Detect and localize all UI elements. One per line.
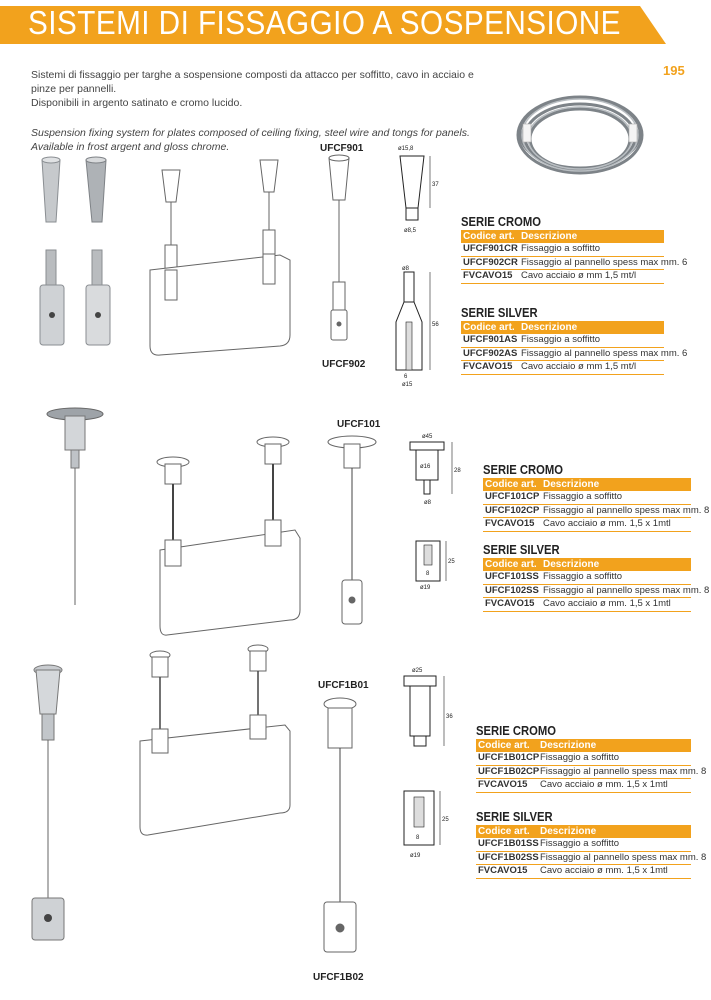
s1-dimension-drawing-top [388, 140, 448, 240]
table-row: UFCF1B01CP Fissaggio a soffitto [476, 752, 691, 766]
table-row: FVCAVO15 Cavo acciaio ø mm 1,5 mt/l [461, 270, 664, 284]
intro-it-line2: Disponibili in argento satinato e cromo lucido. [31, 97, 243, 109]
s3-series-silver [476, 810, 707, 879]
intro-en-line1: Suspension fixing system for plates composed of ceiling fixing, steel wire and tongs for panels. [31, 127, 470, 139]
s1-dimension-drawing-bottom [390, 262, 450, 392]
steel-cable-coil-image [505, 80, 655, 190]
s3-product-drawing [308, 692, 368, 962]
table-row: UFCF902AS Fissaggio al pannello spess max mm. 6 [461, 348, 664, 362]
s1-series-silver [461, 306, 688, 375]
s2-series-silver [483, 543, 710, 612]
s1-label-top: UFCF901 [320, 143, 364, 154]
s3-installation-drawing [130, 645, 300, 845]
table-header: Codice art. Descrizione [461, 321, 664, 334]
table-row: UFCF101SS Fissaggio a soffitto [483, 571, 691, 585]
s1-product-photos [30, 150, 140, 350]
s1-label-bottom: UFCF902 [322, 359, 366, 370]
s1-dim-b-h: 56 [432, 322, 439, 328]
table-row: FVCAVO15 Cavo acciaio ø mm. 1,5 x 1mtl [476, 865, 691, 879]
s1-product-drawing [323, 152, 363, 362]
s3-label-bottom: UFCF1B02 [313, 972, 364, 983]
s2-dim-d3: ø8 [424, 500, 432, 506]
series-title: SERIE SILVER [476, 810, 553, 824]
s2-product-drawing [322, 430, 382, 630]
table-row: FVCAVO15 Cavo acciaio ø mm 1,5 mt/l [461, 361, 664, 375]
s3-dim-h: 36 [446, 714, 453, 720]
s2-dimension-drawing-bottom [408, 535, 458, 595]
s3-label-top: UFCF1B01 [318, 680, 369, 691]
s3-dimension-drawing-bottom [398, 785, 458, 865]
s3-dim-b-w: 8 [416, 835, 420, 841]
s2-series-cromo [483, 463, 710, 532]
table-header: Codice art. Descrizione [476, 739, 691, 752]
s2-dim-b-w: 8 [426, 571, 430, 577]
table-row: FVCAVO15 Cavo acciaio ø mm. 1,5 x 1mtl [483, 598, 691, 612]
table-row: UFCF1B02SS Fissaggio al pannello spess max mm. 8 [476, 852, 691, 866]
s3-dim-b-h: 25 [442, 817, 449, 823]
s2-dim-b-h: 25 [448, 559, 455, 565]
s1-clamp-photo-2 [86, 250, 110, 345]
table-row: FVCAVO15 Cavo acciaio ø mm. 1,5 x 1mtl [483, 518, 691, 532]
s2-installation-drawing [145, 430, 315, 640]
table-row: UFCF901CR Fissaggio a soffitto [461, 243, 664, 257]
series-title: SERIE CROMO [483, 463, 564, 477]
s2-dim-h: 28 [454, 468, 461, 474]
s1-dim-b-d2: 6 [404, 374, 408, 380]
series-title: SERIE CROMO [461, 215, 542, 229]
table-header: Codice art. Descrizione [483, 478, 691, 491]
table-row: UFCF901AS Fissaggio a soffitto [461, 334, 664, 348]
s3-dimension-drawing-top [398, 660, 458, 760]
s2-label-top: UFCF101 [337, 419, 381, 430]
s1-clamp-photo-1 [40, 250, 64, 345]
s2-dim-d2: ø16 [420, 464, 431, 470]
series-title: SERIE SILVER [461, 306, 538, 320]
intro-it-line1: Sistemi di fissaggio per targhe a sospensione composti da attacco per soffitto, cavo in acciaio e pinze per pannelli. [31, 69, 474, 95]
s1-dim-b-d3: ø15 [402, 382, 413, 388]
table-row: UFCF902CR Fissaggio al pannello spess max mm. 6 [461, 257, 664, 271]
s3-product-photo [20, 660, 80, 980]
s2-dimension-drawing-top [400, 428, 470, 518]
s1-cone-fixing-photo-2 [86, 157, 106, 222]
s3-dim-b-d: ø19 [410, 853, 421, 859]
table-row: UFCF102CP Fissaggio al pannello spess max mm. 8 [483, 505, 691, 519]
s3-series-cromo [476, 724, 707, 793]
s1-dim-b-d1: ø8 [402, 266, 410, 272]
table-row: UFCF1B01SS Fissaggio a soffitto [476, 838, 691, 852]
series-title: SERIE CROMO [476, 724, 557, 738]
table-row: UFCF101CP Fissaggio a soffitto [483, 491, 691, 505]
s1-series-cromo [461, 215, 688, 284]
s2-product-photo [35, 400, 115, 610]
table-header: Codice art. Descrizione [483, 558, 691, 571]
s2-dim-b-d: ø19 [420, 585, 431, 591]
s1-dim-d1: ø15,8 [398, 146, 414, 152]
s1-installation-drawing [140, 150, 310, 370]
s1-dim-h: 37 [432, 182, 439, 188]
table-header: Codice art. Descrizione [476, 825, 691, 838]
table-row: FVCAVO15 Cavo acciaio ø mm. 1,5 x 1mtl [476, 779, 691, 793]
intro-en-line2: Available in frost argent and gloss chrome. [31, 141, 230, 153]
s2-dim-d1: ø45 [422, 434, 433, 440]
s3-dim-d1: ø25 [412, 668, 423, 674]
page-number: 195 [663, 63, 685, 78]
s1-dim-d2: ø8,5 [404, 228, 417, 234]
table-header: Codice art. Descrizione [461, 230, 664, 243]
s1-cone-fixing-photo-1 [42, 157, 60, 222]
table-row: UFCF1B02CP Fissaggio al pannello spess max mm. 8 [476, 766, 691, 780]
page-title: SISTEMI DI FISSAGGIO A SOSPENSIONE [28, 4, 621, 41]
series-title: SERIE SILVER [483, 543, 560, 557]
table-row: UFCF102SS Fissaggio al pannello spess max mm. 8 [483, 585, 691, 599]
